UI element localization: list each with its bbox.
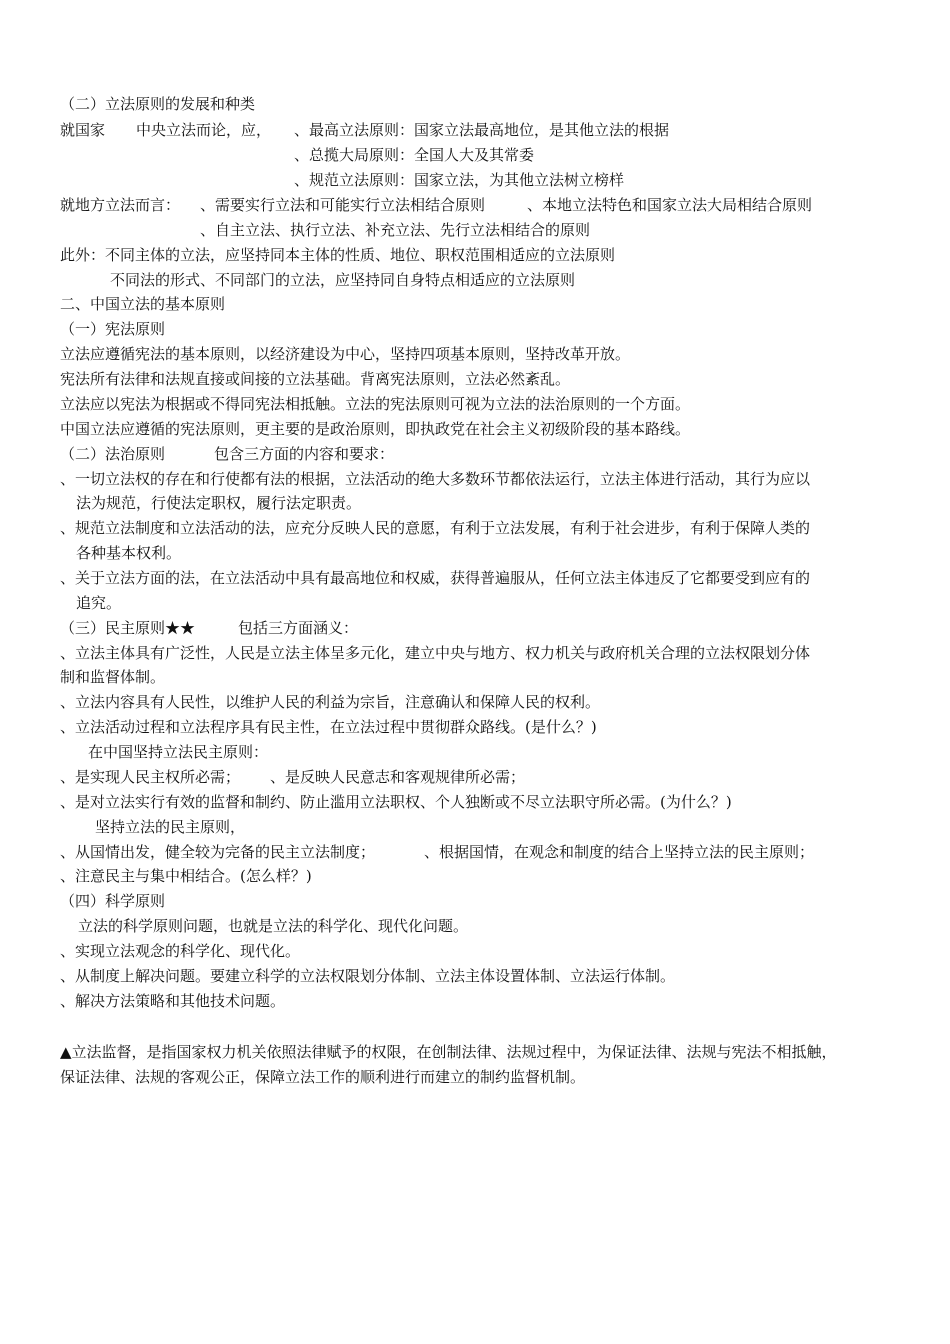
text-line: 制和监督体制。 [60,668,166,686]
text-line: 中央立法而论，应， [136,121,272,139]
legislative-supervision-definition: ▲立法监督，是指国家权力机关依照法律赋予的权限，在创制法律、法规过程中，为保证法律、法规与宪法不相抵触， [60,1043,837,1061]
text-line: 各种基本权利。 [76,544,182,562]
text-line: 、自主立法、执行立法、补充立法、先行立法相结合的原则 [200,221,591,239]
text-line: 中国立法应遵循的宪法原则，更主要的是政治原则，即执政党在社会主义初级阶段的基本路线。 [60,420,691,438]
text-line: 坚持立法的民主原则， [95,818,246,836]
text-line: 、解决方法策略和其他技术问题。 [60,992,286,1010]
subheading-rule-of-law-principle: （二）法治原则 [60,445,166,463]
subheading-development-and-types: （二）立法原则的发展和种类 [60,95,256,113]
text-line: 、一切立法权的存在和行使都有法的根据，立法活动的绝大多数环节都依法运行，立法主体进行活动，其行为应以 [60,470,811,488]
text-line: 、从国情出发，健全较为完备的民主立法制度； [60,843,376,861]
text-line: 、注意民主与集中相结合。(怎么样？) [60,867,312,885]
text-line: 就地方立法而言： [60,196,181,214]
text-line: 、从制度上解决问题。要建立科学的立法权限划分体制、立法主体设置体制、立法运行体制。 [60,967,676,985]
text-line: 宪法所有法律和法规直接或间接的立法基础。背离宪法原则，立法必然紊乱。 [60,370,571,388]
text-line: 、需要实行立法和可能实行立法相结合原则 [200,196,486,214]
text-line: 保证法律、法规的客观公正，保障立法工作的顺利进行而建立的制约监督机制。 [60,1068,586,1086]
text-line: 包括三方面涵义： [238,619,359,637]
subheading-democracy-principle: （三）民主原则★★ [60,619,196,637]
text-line: 、规范立法原则：国家立法，为其他立法树立榜样 [294,171,625,189]
text-line: 、最高立法原则：国家立法最高地位，是其他立法的根据 [294,121,670,139]
text-line: 法为规范，行使法定职权，履行法定职责。 [76,494,362,512]
text-line: 、立法主体具有广泛性，人民是立法主体呈多元化，建立中央与地方、权力机关与政府机关合理的立法权限划分体 [60,644,811,662]
text-line: 、立法活动过程和立法程序具有民主性，在立法过程中贯彻群众路线。(是什么？) [60,718,597,736]
subheading-science-principle: （四）科学原则 [60,892,166,910]
subheading-constitution-principle: （一）宪法原则 [60,320,166,338]
text-line: 追究。 [76,594,122,612]
text-line: 就国家 [60,121,106,139]
text-line: 立法应遵循宪法的基本原则，以经济建设为中心，坚持四项基本原则，坚持改革开放。 [60,345,631,363]
text-line: 、总揽大局原则：全国人大及其常委 [294,146,535,164]
text-line: 、是实现人民主权所必需； [60,768,241,786]
text-line: 立法应以宪法为根据或不得同宪法相抵触。立法的宪法原则可视为立法的法治原则的一个方面。 [60,395,691,413]
text-line: 、根据国情，在观念和制度的结合上坚持立法的民主原则； [424,843,815,861]
text-line: 、立法内容具有人民性，以维护人民的利益为宗旨，注意确认和保障人民的权利。 [60,693,601,711]
text-line: 、关于立法方面的法，在立法活动中具有最高地位和权威，获得普遍服从，任何立法主体违反了它都要受到应有的 [60,569,811,587]
text-line: 不同法的形式、不同部门的立法，应坚持同自身特点相适应的立法原则 [110,271,576,289]
text-line: 、实现立法观念的科学化、现代化。 [60,942,301,960]
text-line: 在中国坚持立法民主原则： [88,743,269,761]
text-line: 、是反映人民意志和客观规律所必需； [270,768,526,786]
text-line: 、规范立法制度和立法活动的法，应充分反映人民的意愿，有利于立法发展，有利于社会进步，有利于保障人类的 [60,519,811,537]
text-line: 此外：不同主体的立法，应坚持同本主体的性质、地位、职权范围相适应的立法原则 [60,246,616,264]
text-line: 立法的科学原则问题，也就是立法的科学化、现代化问题。 [78,917,469,935]
text-line: 包含三方面的内容和要求： [214,445,395,463]
text-line: 、是对立法实行有效的监督和制约、防止滥用立法职权、个人独断或不尽立法职守所必需。(为什么？) [60,793,732,811]
section-heading-basic-principles: 二、中国立法的基本原则 [60,295,226,313]
text-line: 、本地立法特色和国家立法大局相结合原则 [527,196,813,214]
